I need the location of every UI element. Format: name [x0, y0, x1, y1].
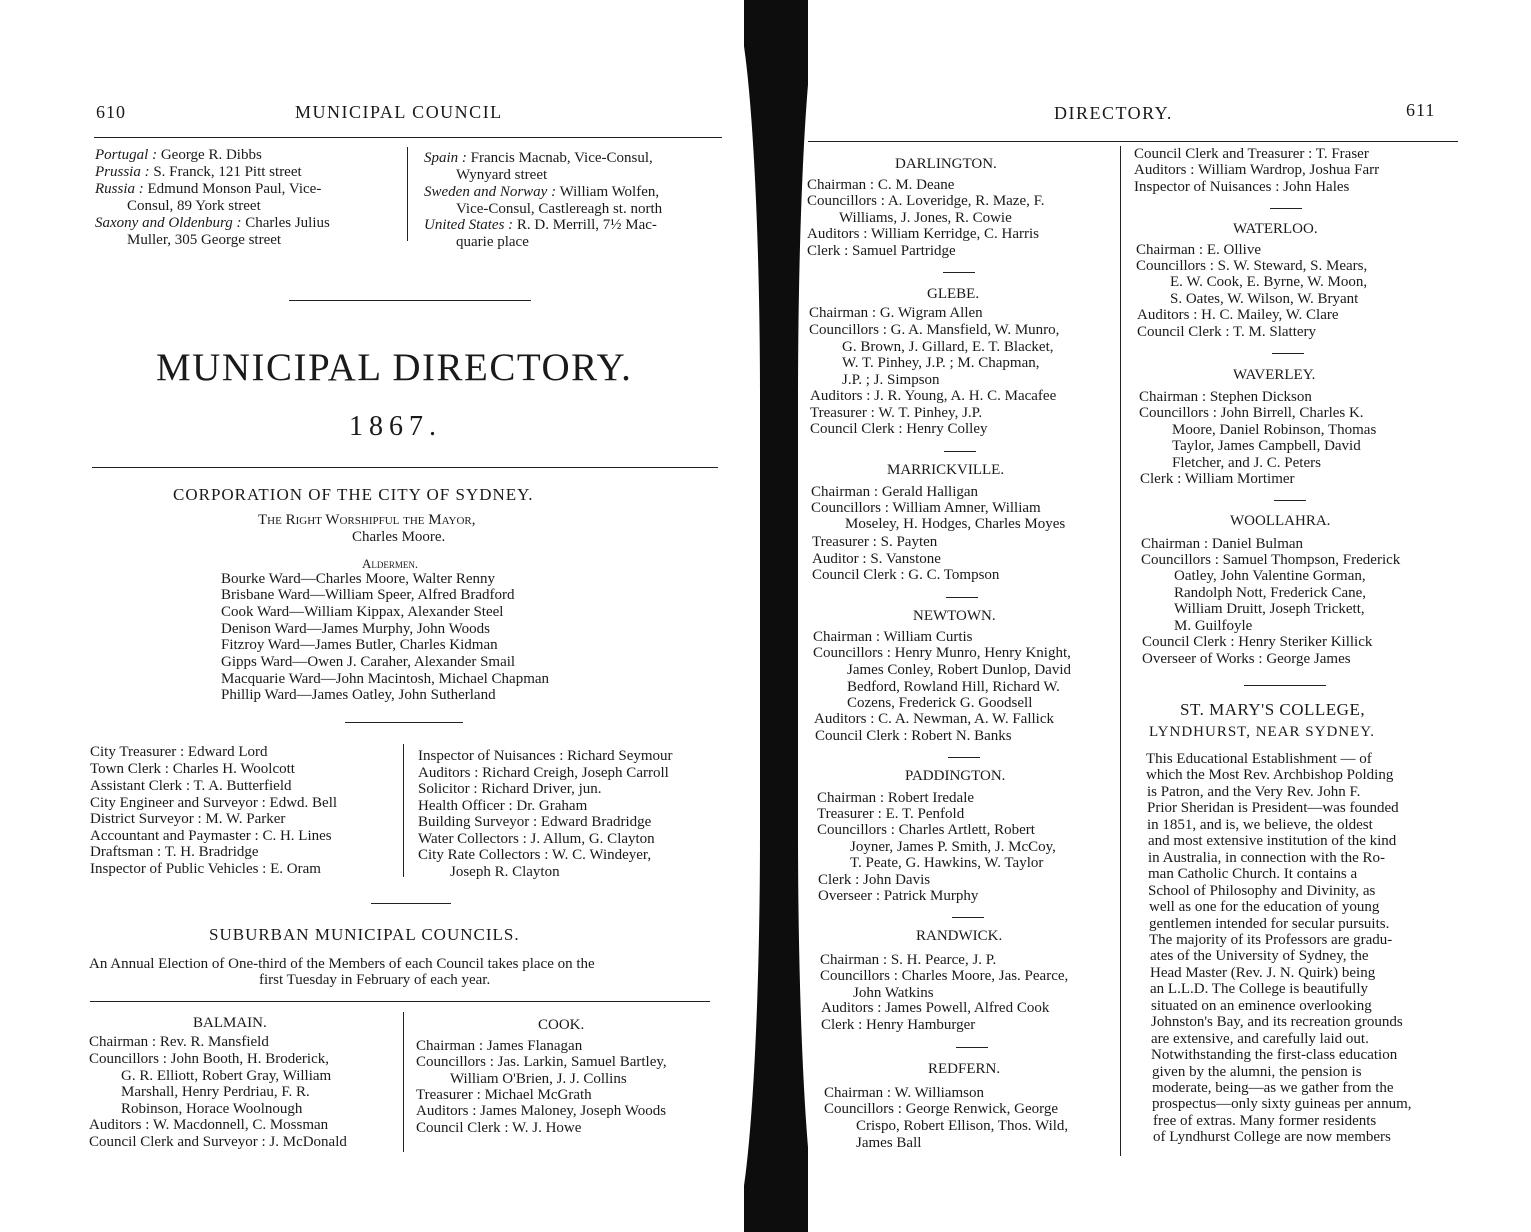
council-line: Councillors : A. Loveridge, R. Maze, F. — [807, 193, 1045, 209]
college-title: ST. MARY'S COLLEGE, — [1180, 700, 1366, 719]
officer-line: Inspector of Public Vehicles : E. Oram — [90, 861, 321, 877]
council-line: Auditors : C. A. Newman, A. W. Fallick — [814, 711, 1054, 727]
directory-year: 1867. — [349, 411, 442, 442]
council-line: Auditors : H. C. Mailey, W. Clare — [1137, 307, 1339, 323]
ward-line: Denison Ward—James Murphy, John Woods — [221, 621, 490, 637]
council-line: Chairman : Daniel Bulman — [1141, 536, 1304, 552]
college-line: ates of the University of Sydney, the — [1150, 948, 1369, 965]
council-title: PADDINGTON. — [905, 768, 1006, 784]
corporation-title: CORPORATION OF THE CITY OF SYDNEY. — [173, 485, 534, 504]
council-line: Clerk : John Davis — [818, 872, 931, 888]
council-title: MARRICKVILLE. — [887, 462, 1005, 478]
council-line: Chairman : C. M. Deane — [807, 177, 955, 193]
ward-line: Gipps Ward—Owen J. Caraher, Alexander Smail — [221, 654, 516, 670]
council-line: Chairman : W. Williamson — [824, 1085, 984, 1101]
wards-rule — [345, 722, 463, 723]
council-line: Treasurer : S. Payten — [812, 534, 938, 550]
council-line: Chairman : William Curtis — [813, 629, 973, 645]
college-line: in Australia, in connection with the Ro- — [1148, 849, 1386, 866]
council-line: Council Clerk : G. C. Tompson — [812, 567, 1000, 583]
college-line: are extensive, and carefully laid out. — [1151, 1030, 1369, 1047]
ward-line: Phillip Ward—James Oatley, John Sutherland — [221, 687, 496, 703]
college-line: School of Philosophy and Divinity, as — [1148, 882, 1376, 899]
council-line: Inspector of Nuisances : John Hales — [1134, 179, 1350, 195]
section-rule — [944, 451, 976, 452]
section-rule — [943, 272, 975, 273]
college-line: given by the alumni, the pension is — [1152, 1063, 1362, 1080]
college-line: situated on an eminence overlooking — [1151, 997, 1372, 1014]
council-title: COOK. — [538, 1017, 585, 1033]
officer-line: City Treasurer : Edward Lord — [90, 744, 268, 760]
college-line: an L.L.D. The College is beautifully — [1150, 981, 1369, 998]
council-line: Councillors : G. A. Mansfield, W. Munro, — [809, 322, 1060, 338]
college-line: free of extras. Many former residents — [1153, 1112, 1377, 1129]
council-line: Chairman : Rev. R. Mansfield — [89, 1034, 269, 1050]
councils-divider — [403, 1012, 404, 1152]
section-rule — [1272, 353, 1304, 354]
council-line: Council Clerk : T. M. Slattery — [1137, 324, 1317, 340]
council-line: Robinson, Horace Woolnough — [121, 1101, 303, 1117]
section-rule — [1270, 208, 1302, 209]
council-line: Auditors : James Maloney, Joseph Woods — [416, 1103, 667, 1119]
header-rule — [94, 137, 722, 138]
council-line: Councillors : John Birrell, Charles K. — [1139, 405, 1364, 421]
council-line: M. Guilfoyle — [1174, 618, 1253, 634]
officer-line: District Surveyor : M. W. Parker — [90, 811, 286, 827]
officer-line: Solicitor : Richard Driver, jun. — [418, 781, 602, 797]
left-page-number: 610 — [96, 102, 126, 122]
council-line: Treasurer : E. T. Penfold — [817, 806, 965, 822]
council-line: Treasurer : Michael McGrath — [416, 1087, 592, 1103]
officer-line: Health Officer : Dr. Graham — [418, 798, 588, 814]
council-title: REDFERN. — [928, 1061, 1001, 1077]
directory-title: MUNICIPAL DIRECTORY. — [156, 346, 633, 389]
council-line: Chairman : Gerald Halligan — [811, 484, 979, 500]
council-line: William O'Brien, J. J. Collins — [450, 1071, 627, 1087]
council-line: G. Brown, J. Gillard, E. T. Blacket, — [842, 339, 1054, 355]
council-line: Crispo, Robert Ellison, Thos. Wild, — [856, 1118, 1069, 1134]
council-line: Chairman : S. H. Pearce, J. P. — [820, 952, 997, 968]
officer-line: Inspector of Nuisances : Richard Seymour — [418, 748, 673, 764]
section-rule — [1274, 500, 1306, 501]
council-line: James Ball — [856, 1135, 922, 1151]
section-rule — [956, 1047, 988, 1048]
council-line: Council Clerk : Henry Colley — [810, 421, 988, 437]
section-rule — [946, 597, 978, 598]
consuls-divider — [407, 147, 408, 241]
officer-line: Building Surveyor : Edward Bradridge — [418, 814, 652, 830]
section-rule — [1244, 685, 1326, 686]
council-line: Bedford, Rowland Hill, Richard W. — [847, 679, 1060, 695]
mayor-name: Charles Moore. — [352, 529, 446, 545]
header-rule — [808, 141, 1458, 142]
council-line: Auditors : William Kerridge, C. Harris — [807, 226, 1039, 242]
council-line: Auditors : J. R. Young, A. H. C. Macafee — [810, 388, 1057, 404]
council-line: J.P. ; J. Simpson — [842, 372, 940, 388]
council-line: Council Clerk : Robert N. Banks — [815, 728, 1012, 744]
councils-rule — [90, 1001, 710, 1002]
officer-line: Draftsman : T. H. Bradridge — [90, 844, 259, 860]
council-title: RANDWICK. — [916, 928, 1003, 944]
council-line: Councillors : William Amner, William — [811, 500, 1041, 516]
council-line: Councillors : Jas. Larkin, Samuel Bartley, — [416, 1054, 667, 1070]
council-line: W. T. Pinhey, J.P. ; M. Chapman, — [842, 355, 1040, 371]
council-line: Council Clerk and Treasurer : T. Fraser — [1134, 146, 1369, 162]
council-line: S. Oates, W. Wilson, W. Bryant — [1170, 291, 1359, 307]
council-title: WATERLOO. — [1233, 221, 1318, 237]
council-line: Councillors : S. W. Steward, S. Mears, — [1136, 258, 1368, 274]
council-line: Overseer of Works : George James — [1142, 651, 1351, 667]
officer-line: Auditors : Richard Creigh, Joseph Carroll — [418, 765, 669, 781]
council-line: Clerk : Samuel Partridge — [807, 243, 956, 259]
column-divider — [1120, 146, 1121, 1156]
college-subtitle: LYNDHURST, NEAR SYDNEY. — [1149, 724, 1375, 740]
college-line: Head Master (Rev. J. N. Quirk) being — [1150, 964, 1376, 981]
mayor-line: The Right Worshipful the Mayor, — [258, 512, 476, 528]
college-line: moderate, being—as we gather from the — [1152, 1080, 1394, 1096]
ward-line: Brisbane Ward—William Speer, Alfred Bradford — [221, 587, 515, 603]
council-line: Chairman : G. Wigram Allen — [809, 305, 983, 321]
college-line: well as one for the education of young — [1149, 899, 1380, 916]
college-line: and most extensive institution of the kind — [1148, 833, 1397, 850]
title-rule — [289, 300, 531, 301]
college-line: Notwithstanding the first-class education — [1151, 1047, 1398, 1064]
council-line: Auditors : W. Macdonnell, C. Mossman — [89, 1117, 329, 1133]
section-rule — [948, 757, 980, 758]
suburban-note: first Tuesday in February of each year. — [259, 972, 491, 988]
council-title: DARLINGTON. — [895, 156, 997, 172]
council-line: Councillors : Charles Artlett, Robert — [817, 822, 1035, 838]
council-title: WOOLLAHRA. — [1230, 513, 1331, 529]
council-line: Council Clerk : W. J. Howe — [416, 1120, 582, 1136]
council-line: Councillors : George Renwick, George — [824, 1101, 1058, 1117]
officer-line: Joseph R. Clayton — [450, 864, 560, 880]
council-line: Clerk : William Mortimer — [1140, 471, 1295, 487]
council-title: GLEBE. — [927, 286, 980, 302]
council-line: Williams, J. Jones, R. Cowie — [839, 210, 1012, 226]
council-line: James Conley, Robert Dunlop, David — [847, 662, 1071, 678]
officer-line: Water Collectors : J. Allum, G. Clayton — [418, 831, 655, 847]
college-line: prospectus—only sixty guineas per annum, — [1152, 1096, 1412, 1113]
college-line: of Lyndhurst College are now members — [1153, 1129, 1391, 1146]
council-line: G. R. Elliott, Robert Gray, William — [121, 1068, 332, 1084]
college-line: which the Most Rev. Archbishop Polding — [1146, 767, 1394, 784]
council-line: Clerk : Henry Hamburger — [821, 1017, 976, 1033]
council-line: Councillors : Charles Moore, Jas. Pearce, — [820, 968, 1069, 984]
council-line: Cozens, Frederick G. Goodsell — [847, 695, 1033, 711]
council-title: BALMAIN. — [193, 1015, 267, 1031]
council-line: Taylor, James Campbell, David — [1172, 438, 1361, 454]
suburban-title: SUBURBAN MUNICIPAL COUNCILS. — [209, 925, 520, 944]
college-line: The majority of its Professors are gradu- — [1149, 931, 1393, 948]
council-line: Oatley, John Valentine Gorman, — [1174, 568, 1366, 584]
council-line: Treasurer : W. T. Pinhey, J.P. — [810, 405, 983, 421]
council-line: Councillors : Henry Munro, Henry Knight, — [813, 645, 1071, 661]
right-page-number: 611 — [1406, 100, 1436, 120]
council-title: WAVERLEY. — [1233, 367, 1316, 383]
officer-line: City Engineer and Surveyor : Edwd. Bell — [90, 795, 338, 811]
council-line: Council Clerk : Henry Steriker Killick — [1142, 634, 1373, 650]
council-line: Chairman : Stephen Dickson — [1139, 389, 1312, 405]
council-line: E. W. Cook, E. Byrne, W. Moon, — [1170, 274, 1368, 290]
officer-line: Town Clerk : Charles H. Woolcott — [90, 761, 295, 777]
officer-line: Assistant Clerk : T. A. Butterfield — [90, 778, 292, 794]
council-title: NEWTOWN. — [913, 608, 996, 624]
council-line: Chairman : Robert Iredale — [817, 790, 975, 806]
officer-line: City Rate Collectors : W. C. Windeyer, — [418, 847, 652, 863]
council-line: Chairman : E. Ollive — [1136, 242, 1261, 258]
council-line: Randolph Nott, Frederick Cane, — [1174, 585, 1367, 601]
council-line: Council Clerk and Surveyor : J. McDonald — [89, 1134, 347, 1150]
suburban-rule — [371, 903, 451, 904]
college-line: in 1851, and is, we believe, the oldest — [1147, 816, 1373, 833]
college-line: gentlemen intended for secular pursuits. — [1149, 915, 1390, 932]
aldermen-heading: Aldermen. — [362, 556, 419, 571]
council-line: Marshall, Henry Perdriau, F. R. — [121, 1084, 310, 1100]
ward-line: Macquarie Ward—John Macintosh, Michael Chapman — [221, 671, 550, 687]
college-line: Prior Sheridan is President—was founded — [1147, 800, 1399, 817]
left-running-head: MUNICIPAL COUNCIL — [295, 102, 503, 122]
college-line: This Educational Establishment — of — [1146, 751, 1372, 767]
right-running-head: DIRECTORY. — [1054, 103, 1173, 123]
council-line: T. Peate, G. Hawkins, W. Taylor — [850, 855, 1044, 871]
council-line: Auditors : William Wardrop, Joshua Farr — [1134, 162, 1380, 178]
council-line: Councillors : John Booth, H. Broderick, — [89, 1051, 329, 1067]
college-line: is Patron, and the Very Rev. John F. — [1147, 783, 1361, 800]
council-line: Chairman : James Flanagan — [416, 1038, 583, 1054]
college-line: Johnston's Bay, and its recreation grounds — [1151, 1014, 1403, 1031]
council-line: Auditor : S. Vanstone — [812, 551, 941, 567]
council-line: Fletcher, and J. C. Peters — [1172, 455, 1321, 471]
officer-line: Accountant and Paymaster : C. H. Lines — [90, 828, 332, 844]
council-line: Overseer : Patrick Murphy — [818, 888, 979, 904]
ward-line: Bourke Ward—Charles Moore, Walter Renny — [221, 571, 496, 587]
council-line: Moseley, H. Hodges, Charles Moyes — [845, 516, 1066, 532]
council-line: John Watkins — [853, 985, 934, 1001]
college-line: man Catholic Church. It contains a — [1148, 866, 1358, 883]
suburban-note: An Annual Election of One-third of the Members of each Council takes place on the — [89, 956, 595, 972]
officers-divider — [403, 744, 404, 877]
council-line: Joyner, James P. Smith, J. McCoy, — [850, 839, 1056, 855]
council-line: Councillors : Samuel Thompson, Frederick — [1141, 552, 1401, 568]
council-line: William Druitt, Joseph Trickett, — [1174, 601, 1365, 617]
section-rule — [952, 917, 984, 918]
ward-line: Fitzroy Ward—James Butler, Charles Kidman — [221, 637, 498, 653]
ward-line: Cook Ward—William Kippax, Alexander Steel — [221, 604, 504, 620]
council-line: Moore, Daniel Robinson, Thomas — [1172, 422, 1377, 438]
year-rule — [92, 467, 718, 468]
council-line: Auditors : James Powell, Alfred Cook — [821, 1000, 1050, 1016]
